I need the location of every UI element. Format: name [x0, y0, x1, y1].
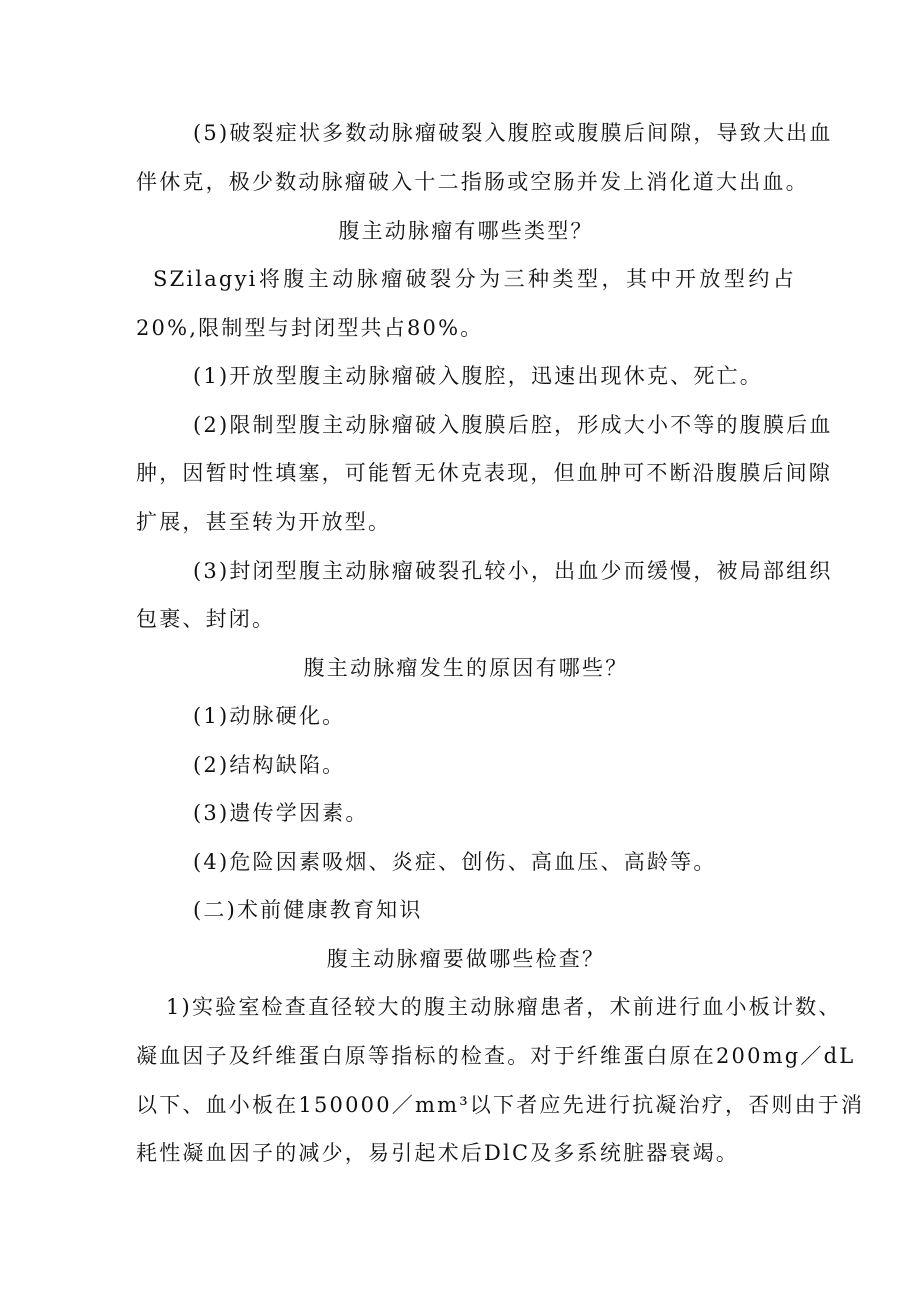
section-heading: 腹主动脉瘤有哪些类型？	[338, 219, 594, 243]
paragraph-line: 肿，因暂时性填塞，可能暂无休克表现，但血肿可不断沿腹膜后间隙	[136, 461, 832, 485]
list-item: (4)危险因素吸烟、炎症、创伤、高血压、高龄等。	[193, 850, 717, 874]
subsection-title: (二)术前健康教育知识	[193, 898, 423, 922]
list-item: (3)遗传学因素。	[193, 801, 369, 825]
paragraph-line: 伴休克，极少数动脉瘤破入十二指肠或空肠并发上消化道大出血。	[136, 170, 809, 194]
paragraph-line: (1)开放型腹主动脉瘤破入腹腔，迅速出现休克、死亡。	[193, 364, 763, 388]
paragraph-line: 包裹、封闭。	[136, 607, 276, 631]
paragraph-line: SZilagyi将腹主动脉瘤破裂分为三种类型，其中开放型约占	[153, 267, 796, 291]
section-heading: 腹主动脉瘤发生的原因有哪些？	[303, 656, 629, 680]
paragraph-line: 扩展，甚至转为开放型。	[136, 510, 392, 534]
paragraph-line: 1)实验室检查直径较大的腹主动脉瘤患者，术前进行血小板计数、	[166, 995, 842, 1019]
section-heading: 腹主动脉瘤要做哪些检查？	[326, 947, 606, 971]
paragraph-line: (3)封闭型腹主动脉瘤破裂孔较小，出血少而缓慢，被局部组织	[193, 559, 833, 583]
paragraph-line: 以下、血小板在150000／mm³以下者应先进行抗凝治疗，否则由于消	[136, 1093, 865, 1117]
list-item: (1)动脉硬化。	[193, 704, 346, 728]
paragraph-line: 凝血因子及纤维蛋白原等指标的检查。对于纤维蛋白原在200mg／dL	[136, 1044, 856, 1068]
paragraph-line: 耗性凝血因子的减少，易引起术后DlC及多系统脏器衰竭。	[136, 1141, 740, 1165]
paragraph-line: 20%,限制型与封闭型共占80%。	[136, 316, 484, 340]
list-item: (2)结构缺陷。	[193, 753, 346, 777]
paragraph-line: (5)破裂症状多数动脉瘤破裂入腹腔或腹膜后间隙，导致大出血	[193, 121, 833, 145]
paragraph-line: (2)限制型腹主动脉瘤破入腹膜后腔，形成大小不等的腹膜后血	[193, 413, 833, 437]
